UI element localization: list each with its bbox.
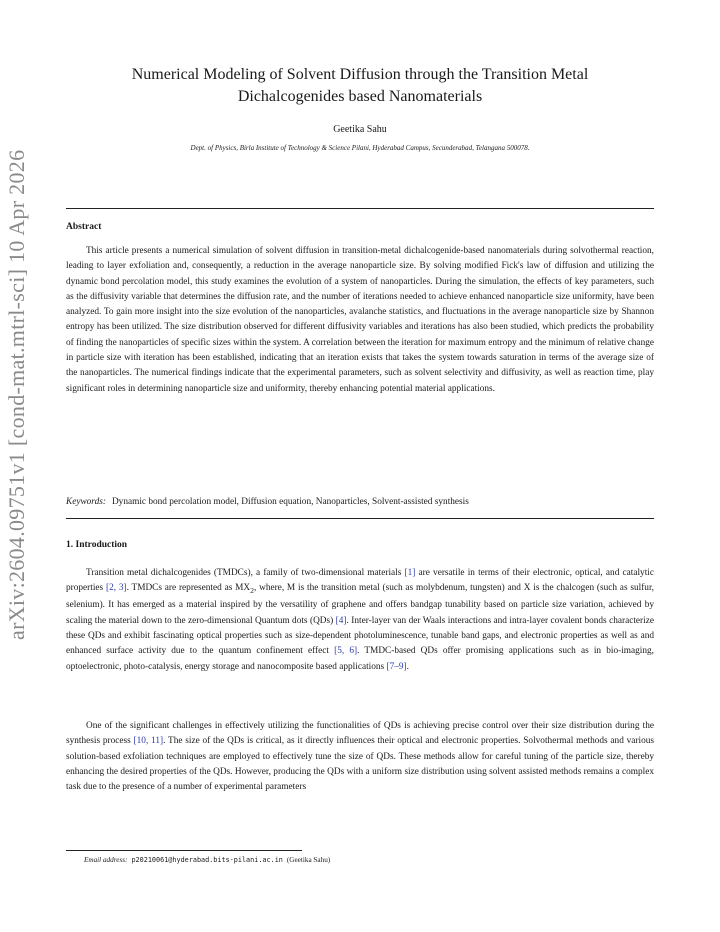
intro-p1-text-7: . — [406, 661, 409, 672]
author-name: Geetika Sahu — [333, 124, 387, 135]
footnote-label: Email address: — [84, 856, 128, 864]
intro-p1-text-2: are versatile in terms of their electronic, optical, and catalytic properties — [66, 568, 654, 594]
keywords-line — [66, 497, 654, 507]
introduction-paragraph-1 — [66, 566, 654, 675]
paper-title — [60, 64, 660, 108]
paper-title-line-1: Numerical Modeling of Solvent Diffusion through the Transition Metal — [131, 66, 589, 83]
intro-p1-text-3: . TMDCs are represented as MX — [126, 583, 251, 594]
introduction-heading: 1. Introduction — [66, 540, 128, 550]
paper-title-line-2: Dichalcogenides based Nanomaterials — [237, 88, 483, 105]
intro-p1-text-4: , where, M is the transition metal (such as molybdenum, tungsten) and X is the chalcogen (such as sulfur, selenium). It has emerged as a material inspired by the versatility of graphene and offers bandgap tunability based on particle size variation, achieved by scaling the material down to the zero-dimensional Quantum dots (QDs) — [66, 583, 654, 626]
mx2-subscript: 2 — [250, 586, 254, 596]
intro-p2-text-1: One of the significant challenges in effectively utilizing the functionalities of QDs is achieving precise control over their size distribution during the synthesis process — [66, 721, 654, 747]
footnote-email — [84, 856, 330, 864]
citation-link-5-6[interactable]: [5, 6] — [334, 646, 358, 657]
intro-p1-text-6: . TMDC-based QDs offer promising applications such as in bio-imaging, optoelectronic, photo-catalysis, energy storage and nanocomposite based applications — [66, 646, 654, 672]
citation-link-2-3[interactable]: [2, 3] — [105, 583, 127, 594]
introduction-paragraph-2 — [66, 719, 654, 795]
citation-link-10-11[interactable]: [10, 11] — [133, 736, 164, 747]
citation-link-4[interactable]: [4] — [335, 615, 347, 626]
author-email-link[interactable]: p20210061@hyderabad.bits-pilani.ac.in — [131, 856, 283, 864]
footnote-rule — [66, 850, 302, 851]
abstract-bottom-rule — [66, 518, 654, 519]
keywords-label: Keywords: — [66, 497, 106, 507]
intro-p2-text-2: . The size of the QDs is critical, as it directly influences their optical and electronic properties. Solvothermal methods and various solution-based exfoliation techniques are employed to effectively tune the size of QDs. These methods allow for careful tuning of the particle size, thereby enhancing the desired properties of the QDs. However, producing the QDs with a uniform size distribution using solvent assisted methods remains a complex task due to the presence of a number of experimental parameters — [66, 736, 654, 793]
intro-p1-text-5: . Inter-layer van der Waals interactions and intra-layer covalent bonds characterize these QDs and exhibit fascinating optical properties such as size-dependent photoluminescence, tunable band gaps, and electronic properties as well as and enhanced surface activity due to the quantum confinement effect — [66, 615, 654, 657]
author-affiliation: Dept. of Physics, Birla Institute of Technology & Science Pilani, Hyderabad Campus, Secunderabad, Telangana 500078. — [190, 144, 530, 152]
abstract-top-rule — [66, 208, 654, 209]
abstract-body: This article presents a numerical simulation of solvent diffusion in transition-metal dichalcogenide-based nanomaterials during solvothermal reaction, leading to layer exfoliation and, consequently, a reduction in the average nanoparticle size. By solving modified Fick's law of diffusion and utilizing the dynamic bond percolation model, this study examines the evolution of a system of nanoparticles. During the simulation, the effects of key parameters, such as the diffusivity variable that determines the diffusion rate, and the number of iterations needed to achieve enhanced nanoparticle size uniformity, have been analyzed. To gain more insight into the size evolution of the nanoparticles, avalanche statistics, and fluctuations in the average nanoparticle size by Shannon entropy has been utilized. The size distribution observed for different diffusivity variables and iterations has also been studied, which predicts the probability of finding the nanoparticles of specific sizes within the system. A correlation between the iteration for maximum entropy and the minimum of relative change in particle size with iteration has been established, indicating that an iteration exists that takes the system towards saturation in terms of the average size of the nanoparticles. The numerical findings indicate that the experimental parameters, such as solvent selectivity and diffusivity, as well as reaction time, play significant roles in determining nanoparticle size and uniformity, thereby enhancing potential material applications. — [66, 246, 654, 394]
footnote-author-name: (Geetika Sahu) — [286, 856, 331, 864]
citation-link-1[interactable]: [1] — [404, 568, 416, 578]
citation-link-7-9[interactable]: [7–9] — [386, 661, 407, 672]
keywords-text: Dynamic bond percolation model, Diffusion equation, Nanoparticles, Solvent-assisted synthesis — [111, 497, 469, 507]
arxiv-identifier-stamp: arXiv:2604.09751v1 [cond-mat.mtrl-sci] 10 Apr 2026 — [4, 149, 29, 640]
intro-p1-text-1: Transition metal dichalcogenides (TMDCs), a family of two-dimensional materials — [86, 568, 405, 578]
abstract-heading: Abstract — [66, 222, 102, 232]
